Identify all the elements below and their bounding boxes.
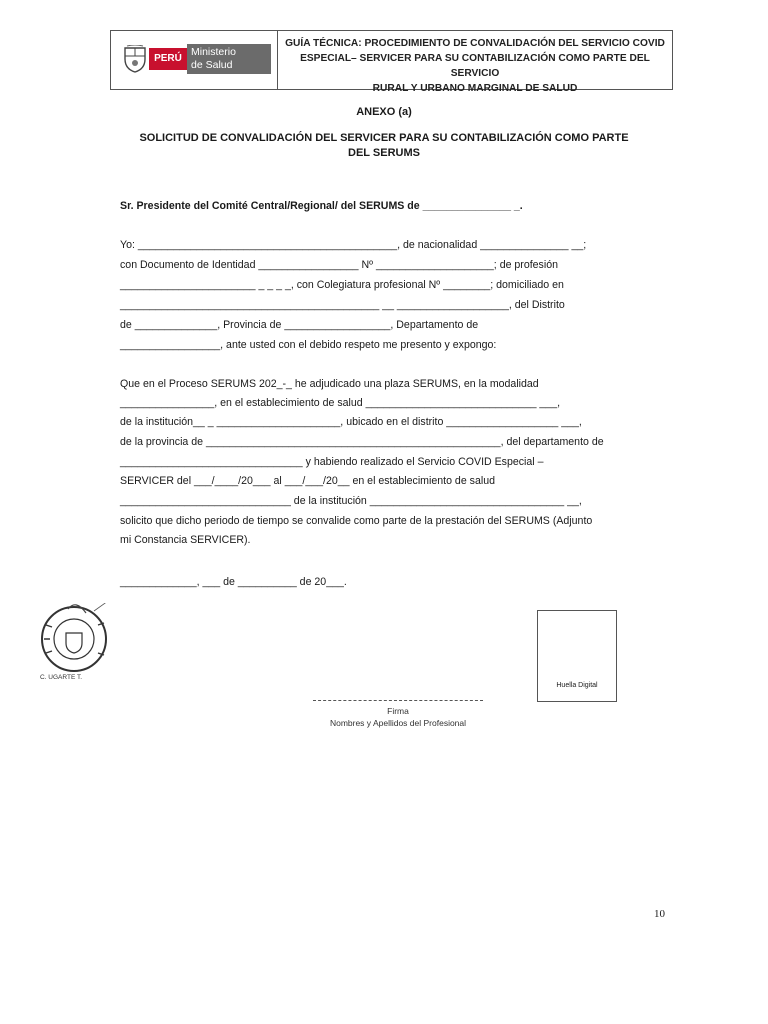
body2-line: _____________________________ de la institución _________________________________ __, [120,495,582,507]
addressee: Sr. Presidente del Comité Central/Regional/ del SERUMS de _______________ _. [120,200,523,212]
guide-title-line3: RURAL Y URBANO MARGINAL DE SALUD [372,83,578,94]
guide-title [278,31,672,94]
guide-title-line2: ESPECIAL– SERVICER PARA SU CONTABILIZACIÓN COMO PARTE DEL SERVICIO [300,53,650,79]
official-stamp-icon [38,603,110,675]
body1-line: ____________________________________________ __ ___________________, del Distrito [120,299,565,311]
body2-line: SERVICER del ___/____/20___ al ___/___/20__ en el establecimiento de salud [120,475,495,487]
body2-line: de la provincia de __________________________________________________, del departamento de [120,436,604,448]
body2-line: Que en el Proceso SERUMS 202_-_ he adjudicado una plaza SERUMS, en la modalidad [120,378,539,390]
stamp-caption: C. UGARTE T. [40,674,83,681]
body2-line: ________________, en el establecimiento de salud _____________________________ ___, [120,397,561,409]
doc-title-line1: SOLICITUD DE CONVALIDACIÓN DEL SERVICER PARA SU CONTABILIZACIÓN COMO PARTE [139,132,629,144]
body2-line: solicito que dicho periodo de tiempo se convalide como parte de la prestación del SERUMS (Adjunto [120,515,593,527]
signature-sublabel: Nombres y Apellidos del Profesional [329,718,467,728]
body1-line: Yo: ____________________________________________, de nacionalidad _______________ __; [120,239,587,251]
fingerprint-label: Huella Digital [556,682,598,689]
body2-line: mi Constancia SERVICER). [120,534,251,546]
ministry-label [187,44,271,74]
ministry-line2: de Salud [191,59,233,71]
body1-line: _________________, ante usted con el debido respeto me presento y expongo: [120,339,497,351]
peru-label: PERÚ [149,48,187,70]
doc-title-line2: DEL SERUMS [348,147,420,159]
page-number: 10 [654,908,665,920]
signature-label: Firma [387,706,409,716]
guide-title-line1: GUÍA TÉCNICA: PROCEDIMIENTO DE CONVALIDACIÓN DEL SERVICIO COVID [285,38,665,49]
coat-of-arms-icon [123,45,147,73]
annex-label: ANEXO (a) [356,106,412,118]
document-header [110,30,673,94]
ministry-line1: Ministerio [191,46,236,58]
body2-line: _______________________________ y habiendo realizado el Servicio COVID Especial – [120,456,544,468]
body1-line: con Documento de Identidad _________________ Nº ____________________; de profesión [120,259,558,271]
ministry-logo [111,31,278,89]
signature-line [313,700,483,701]
body2-line: de la institución__ _ _____________________, ubicado en el distrito ___________________ ___, [120,416,582,428]
date-line: _____________, ___ de __________ de 20___. [120,576,347,588]
fingerprint-box [537,610,617,702]
body1-line: _______________________ _ _ _ _, con Colegiatura profesional Nº ________; domiciliado en [120,279,564,291]
body1-line: de ______________, Provincia de __________________, Departamento de [120,319,479,331]
